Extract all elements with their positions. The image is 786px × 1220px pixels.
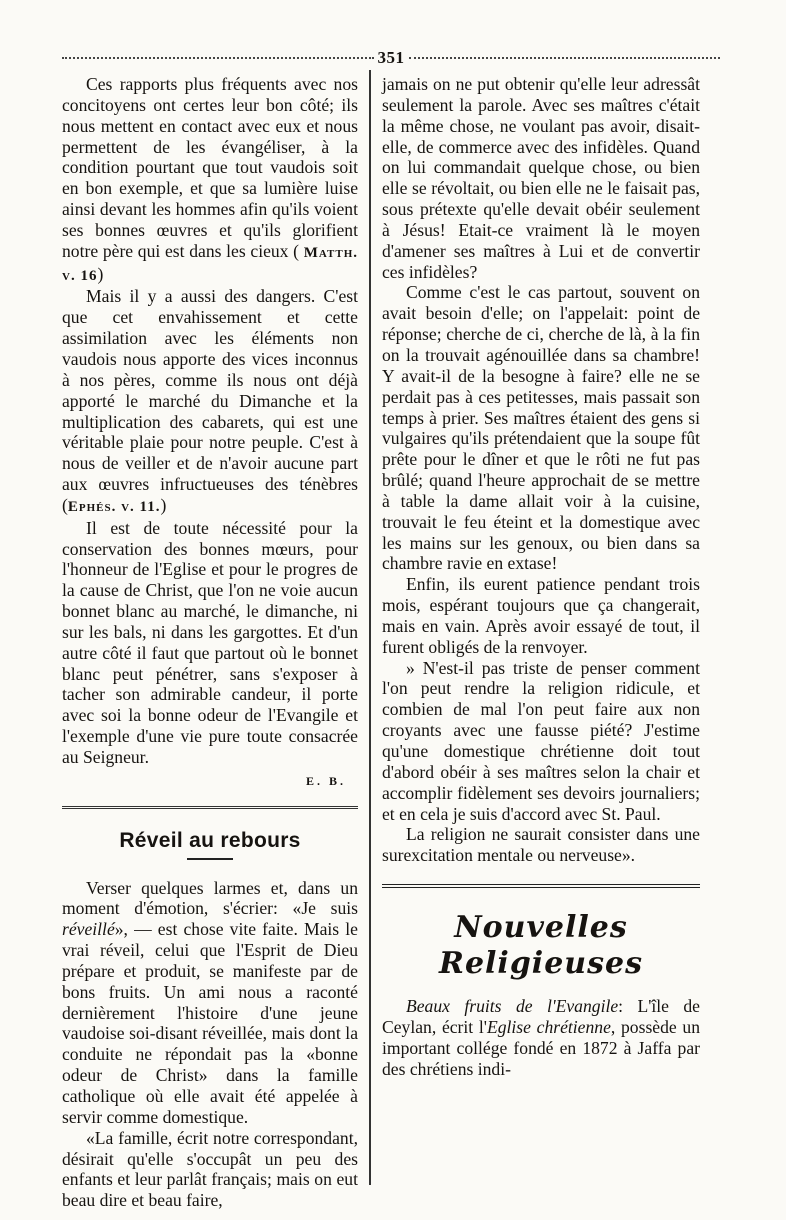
author-initials: E. B. <box>305 773 346 788</box>
page-header <box>62 48 720 68</box>
paragraph: La religion ne saurait consister dans une surexcitation mentale ou nerveuse». <box>382 824 700 866</box>
paragraph: «La famille, écrit notre correspondant, désirait qu'elle s'occupât un peu des enfants et leur parlât français; mais on eut beau dire et beau faire, <box>62 1127 358 1211</box>
section-title: Nouvelles Religieuses <box>439 910 643 982</box>
section-separator <box>382 884 700 888</box>
paragraph: Il est de toute nécessité pour la conservation des bonnes mœurs, pour l'honneur de l'Eglise et pour le progres de la cause de Christ, que l'on ne voie aucun bonnet blanc au marché, le dimanche, ni sur les bals, ni dans les gargottes. Et d'un autre côté il faut que partout où le bonnet blanc peut pénétrer, sans s'exposer à tacher son admirable candeur, il porte avec soi la bonne odeur de l'Evangile et l'exemple d'une vie pure toute consacrée au Seigneur. <box>62 517 358 767</box>
news-item: Beaux fruits de l'Evangile: L'île de Ceylan, écrit l'Eglise chrétienne, possède un important collége fondé en 1872 à Jaffa par des chrétiens indi- <box>382 996 701 1079</box>
signature-line <box>62 768 358 792</box>
paragraph-continued: jamais on ne put obtenir qu'elle leur adressât seulement la parole. Avec ses maîtres c'était la même chose, ne voulant pas avoir, disait-elle, de commerce avec des infidèles. Quand on lui commandait quelque chose, ou bien elle se révoltait, ou bien elle ne le faisait pas, sous prétexte qu'elle devait obéir seulement à Jésus! Etait-ce vraiment là le moyen d'amener ses maîtres à Lui et de convertir ces infidèles? <box>382 74 700 282</box>
paragraph: Verser quelques larmes et, dans un moment d'émotion, s'écrier: «Je suis réveillé», — est chose vite faite. Mais le vrai réveil, celui que l'Esprit de Dieu prépare et produit, se manifeste par de bons fruits. Un ami nous a raconté dernièrement l'histoire d'une jeune vaudoise soi-disant réveillée, mais dont la conduite ne répondait pas la «bonne odeur de Christ» dans la famille catholique où elle avait été appelée à servir comme domestique. <box>62 877 358 1127</box>
page-number: 351 <box>377 48 405 67</box>
paragraph: Comme c'est le cas partout, souvent on avait besoin d'elle; on l'appelait: point de réponse; cherche de ci, cherche de là, à la fin on la trouvait agénouillée dans sa chambre! Y avait-il de la besogne à faire? elle ne se perdait pas à ces petitesses, mais passait son temps à prier. Ses maîtres étaient des gens si vulgaires qu'ils prétendaient que la soupe fût prête pour le dîner et que le rôti ne fut pas brûlé; quand l'heure approchait de se mettre à table la dame allait voir à la cuisine, trouvait le feu éteint et la domestique avec les mains sur les genoux, ou bien dans sa chambre ravie en extase! <box>382 282 700 574</box>
column-divider <box>369 70 371 1185</box>
title-underline <box>187 858 233 860</box>
paragraph: » N'est-il pas triste de penser comment l'on peut rendre la religion ridicule, et combien de mal l'on peut faire aux non croyants avec une fausse piété? J'estime qu'une domestique chrétienne doit tout d'abord obéir à ses maîtres selon la chair et accomplir fidèlement ses devoirs journaliers; et en cela je suis d'accord avec St. Paul. <box>382 657 700 824</box>
right-column <box>382 74 700 1079</box>
header-rule-right <box>409 57 721 59</box>
scripture-reference: Matth. v. 16 <box>62 244 358 284</box>
paragraph: Enfin, ils eurent patience pendant trois mois, espérant toujours que ça changerait, mais en vain. Après avoir essayé de tout, il furent obligés de la renvoyer. <box>382 574 700 657</box>
paragraph: Mais il y a aussi des dangers. C'est que cet envahissement et cette assimilation avec les éléments non vaudois nous apporte des vices inconnus à nos pères, comme ils nous ont déjà apporté le marché du Dimanche et la multiplication des cabarets, qui est une véritable plaie pour notre peuple. C'est à nous de veiller et de n'avoir aucune part aux œuvres infructueuses des ténèbres (Ephés. v. 11.) <box>62 286 358 515</box>
left-column <box>62 74 358 1211</box>
article-title: Réveil au rebours <box>119 828 301 852</box>
scripture-reference: Ephés. v. 11. <box>67 498 161 515</box>
paragraph: Ces rapports plus fréquents avec nos concitoyens ont certes leur bon côté; ils nous mettent en contact avec eux et nous permettent de les évangéliser, à la condition pourtant que tout vaudois soit en bon exemple, et que sa lumière luise ainsi devant les hommes afin qu'ils voient ses bonnes œuvres et qu'ils glorifient notre père qui est dans les cieux ( Matth. v. 16) <box>62 74 358 284</box>
header-rule-left <box>62 57 374 59</box>
article-separator <box>62 806 358 809</box>
